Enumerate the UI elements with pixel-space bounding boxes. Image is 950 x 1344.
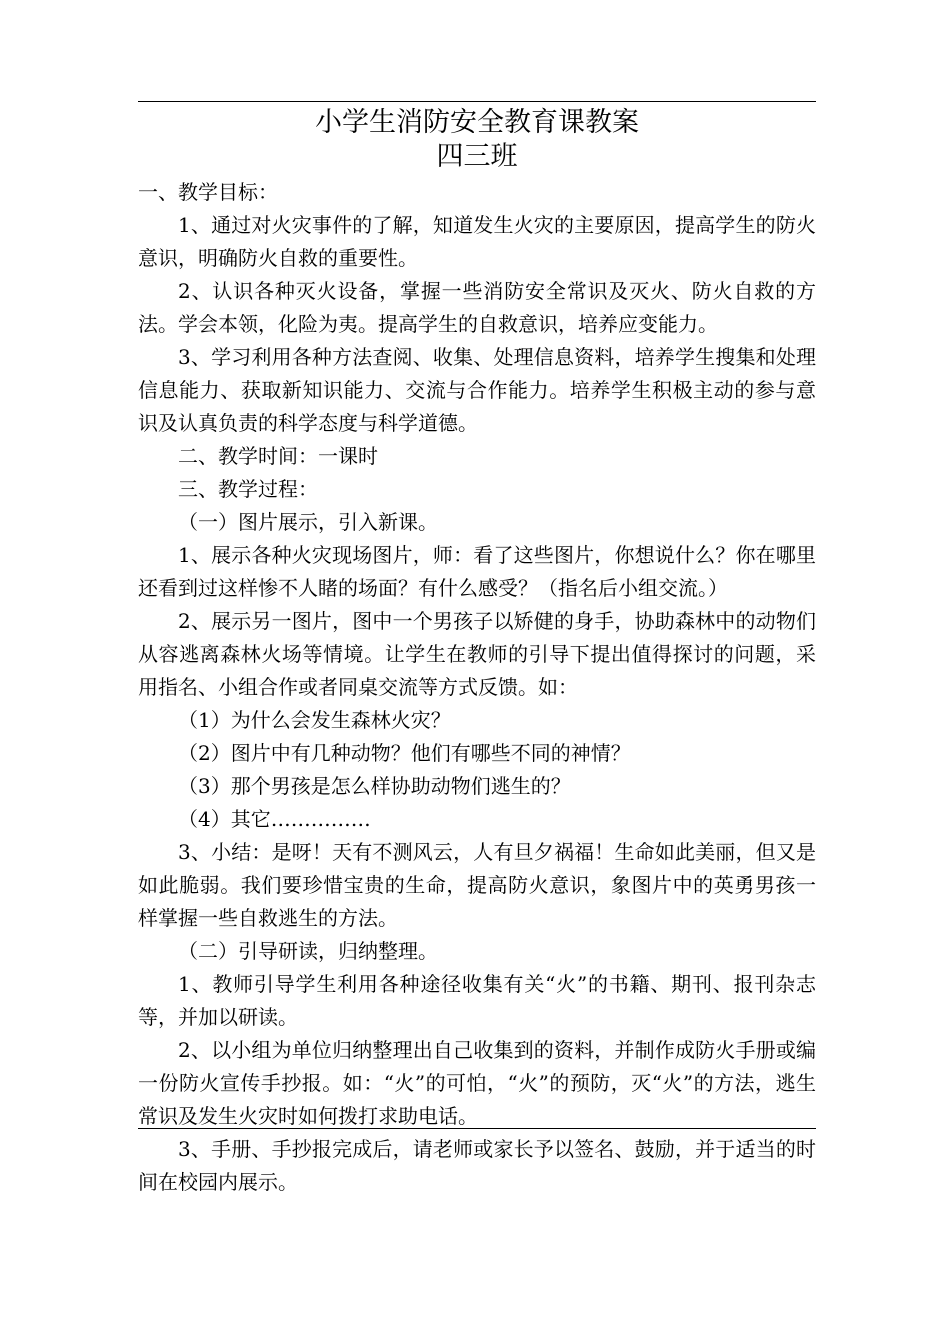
- paragraph: 3、小结：是呀！天有不测风云，人有旦夕祸福！生命如此美丽，但又是如此脆弱。我们要珍惜宝贵的生命，提高防火意识，象图片中的英勇男孩一样掌握一些自救逃生的方法。: [138, 840, 816, 930]
- paragraph: 2、以小组为单位归纳整理出自己收集到的资料，并制作成防火手册或编一份防火宣传手抄报。如：“火”的可怕，“火”的预防，灭“火”的方法，逃生常识及发生火灾时如何拨打求助电话。: [138, 1038, 816, 1128]
- list-item: （1）为什么会发生森林火灾？: [178, 708, 451, 732]
- document-page: [138, 0, 816, 1344]
- section-heading-process: 三、教学过程：: [178, 477, 318, 501]
- top-rule: [138, 101, 816, 102]
- paragraph: 2、展示另一图片，图中一个男孩子以矫健的身手，协助森林中的动物们从容逃离森林火场等情境。让学生在教师的引导下提出值得探讨的问题，采用指名、小组合作或者同桌交流等方式反馈。如：: [138, 609, 816, 699]
- paragraph: 2、认识各种灭火设备，掌握一些消防安全常识及灭火、防火自救的方法。学会本领，化险为夷。提高学生的自救意识，培养应变能力。: [138, 279, 816, 336]
- document-title: 小学生消防安全教育课教案: [315, 107, 639, 138]
- paragraph: 1、通过对火灾事件的了解，知道发生火灾的主要原因，提高学生的防火意识，明确防火自救的重要性。: [138, 213, 816, 270]
- paragraph: 1、展示各种火灾现场图片，师：看了这些图片，你想说什么？你在哪里还看到过这样惨不人睹的场面？有什么感受？（指名后小组交流。）: [138, 543, 816, 600]
- list-item: （3）那个男孩是怎么样协助动物们逃生的？: [178, 774, 571, 798]
- paragraph: 3、手册、手抄报完成后，请老师或家长予以签名、鼓励，并于适当的时间在校园内展示。: [138, 1137, 816, 1194]
- section-heading-objectives: 一、教学目标：: [138, 180, 278, 204]
- subsection-heading: （一）图片展示，引入新课。: [178, 510, 438, 534]
- document-body: [138, 176, 816, 1199]
- document-subtitle: 四三班: [436, 141, 518, 172]
- paragraph: 1、教师引导学生利用各种途径收集有关“火”的书籍、期刊、报刊杂志等，并加以研读。: [138, 972, 816, 1029]
- section-heading-time: 二、教学时间：一课时: [178, 444, 378, 468]
- subsection-heading: （二）引导研读，归纳整理。: [178, 939, 438, 963]
- page-break-rule: [138, 1128, 816, 1129]
- list-item: （2）图片中有几种动物？他们有哪些不同的神情？: [178, 741, 631, 765]
- paragraph: 3、学习利用各种方法查阅、收集、处理信息资料，培养学生搜集和处理信息能力、获取新知识能力、交流与合作能力。培养学生积极主动的参与意识及认真负责的科学态度与科学道德。: [138, 345, 816, 435]
- list-item: （4）其它……………: [178, 807, 371, 831]
